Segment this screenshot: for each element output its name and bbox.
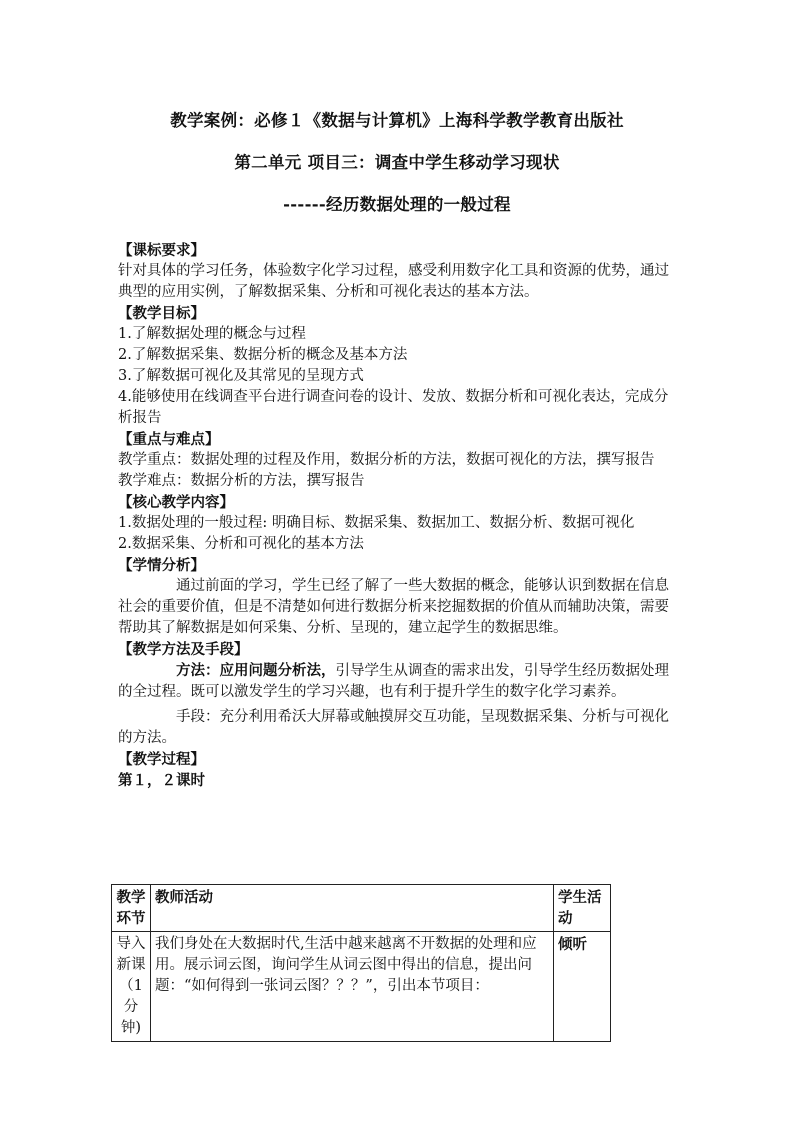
key-points-heading: 【重点与难点】 xyxy=(118,431,220,448)
unit-project-title: 第二单元 项目三：调查中学生移动学习现状 xyxy=(234,153,560,172)
header-teacher: 教师活动 xyxy=(151,885,554,932)
curriculum-heading: 【课标要求】 xyxy=(118,242,205,259)
table-row xyxy=(112,932,611,1042)
core-content-heading: 【核心教学内容】 xyxy=(118,494,234,511)
core-content-item: 2.数据采集、分析和可视化的基本方法 xyxy=(118,536,364,552)
header-stage: 教学环节 xyxy=(112,885,151,932)
objective-item: 3.了解数据可视化及其常见的呈现方式 xyxy=(118,368,364,384)
objective-item: 1.了解数据处理的概念与过程 xyxy=(118,326,306,342)
lesson-table xyxy=(111,884,611,1042)
table-header-row xyxy=(112,885,611,932)
method-text: 引导学生从调查的需求出发，引导学生经历数据处理的全过程。既可以激发学生的学习兴趣，也有利于提升学生的数字化学习素养。 xyxy=(118,663,669,700)
header-student: 学生活动 xyxy=(554,885,611,932)
session-label: 第１，２课时 xyxy=(118,772,205,789)
cell-student: 倾听 xyxy=(554,932,611,1042)
student-analysis-heading: 【学情分析】 xyxy=(118,557,205,574)
objective-item: 2.了解数据采集、数据分析的概念及基本方法 xyxy=(118,347,408,363)
subtitle: ------经历数据处理的一般过程 xyxy=(283,195,511,214)
curriculum-text: 针对具体的学习任务，体验数字化学习过程，感受利用数字化工具和资源的优势，通过典型的应用实例，了解数据采集、分析和可视化表达的基本方法。 xyxy=(118,263,669,300)
methods-heading: 【教学方法及手段】 xyxy=(118,641,249,658)
objective-item: 4.能够使用在线调查平台进行调查问卷的设计、发放、数据分析和可视化表达，完成分析报告 xyxy=(118,389,669,426)
method-label: 方法：应用问题分析法， xyxy=(176,662,336,679)
method-paragraph xyxy=(118,660,678,703)
cell-stage: 导入新课（1分钟) xyxy=(112,932,151,1042)
document-title: 教学案例：必修１《数据与计算机》上海科学教学教育出版社 xyxy=(170,111,624,130)
core-content-item: 1.数据处理的一般过程: 明确目标、数据采集、数据加工、数据分析、数据可视化 xyxy=(118,515,635,531)
means-paragraph: 手段：充分利用希沃大屏幕或触摸屏交互功能，呈现数据采集、分析与可视化的方法。 xyxy=(118,709,669,746)
student-analysis-text: 通过前面的学习，学生已经了解了一些大数据的概念，能够认识到数据在信息社会的重要价值，但是不清楚如何进行数据分析来挖掘数据的价值从而辅助决策，需要帮助其了解数据是如何采集、分析、呈现的，建立起学生的数据思维。 xyxy=(118,578,669,636)
process-heading: 【教学过程】 xyxy=(118,751,205,768)
objectives-heading: 【教学目标】 xyxy=(118,305,205,322)
teaching-difficulty: 教学难点：数据分析的方法，撰写报告 xyxy=(118,473,365,489)
document-body xyxy=(118,240,678,791)
cell-teacher: 我们身处在大数据时代,生活中越来越离不开数据的处理和应用。展示词云图，询问学生从词云图中得出的信息，提出问题：“如何得到一张词云图？？？”，引出本节项目： xyxy=(151,932,554,1042)
teaching-focus: 教学重点：数据处理的过程及作用，数据分析的方法，数据可视化的方法，撰写报告 xyxy=(118,452,655,468)
